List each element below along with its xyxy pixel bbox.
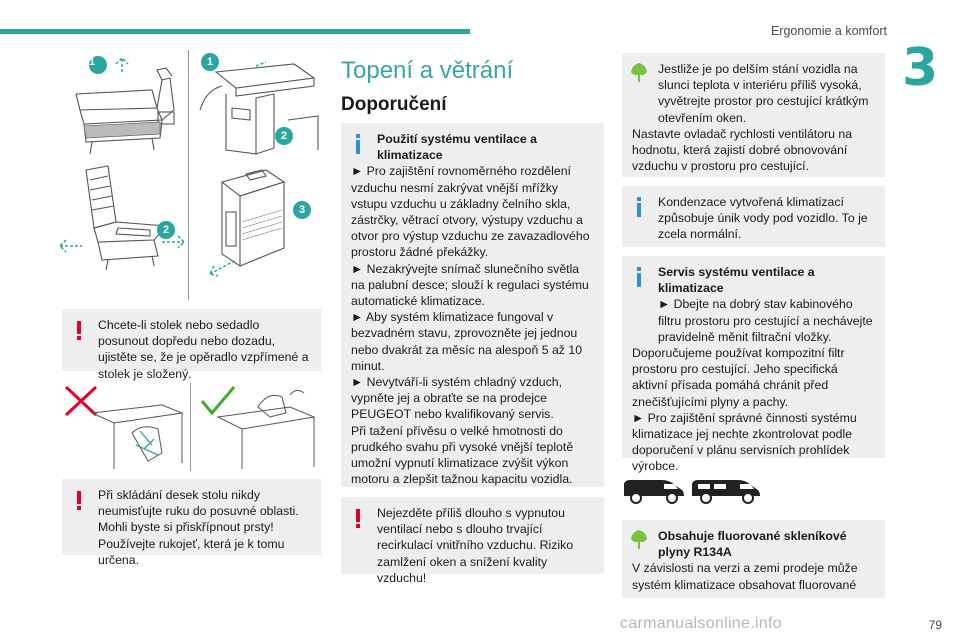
eco-text-refrigerant: V závislosti na verzi a zemi prodeje může systém klimatizace obsahovat fluorované [632,561,858,592]
warning-box-seat-table [62,309,321,381]
figure-label-1a: 1 [89,56,96,68]
figure-hand-correct [198,383,322,471]
info-box-ventilation-use [341,123,604,487]
warning-text-seat-table: Chcete-li stolek nebo sedadlo posunout dopředu nebo dozadu, ujistěte se, že je opěradlo vzpřímené a stolek je složený. [98,318,309,381]
figure-hand-wrong [62,383,186,471]
subsection-title: Doporučení [341,94,447,115]
figure-label-2b: 2 [163,224,170,236]
eco-title-refrigerant: Obsahuje fluorované skleníkové plyny R134A [658,529,847,560]
info-line: Doporučujeme používat kompozitní filtr prostoru pro cestující. Jeho specifická aktivní přísada pomáhá chránit před znečišťujícími plyny a pachy. [632,346,845,409]
info-text-condensation: Kondenzace vytvořená klimatizací způsobuje únik vody pod vozidlo. To je zcela normální. [658,195,868,242]
eco-leaf-icon [628,61,650,83]
warning-box-table-fingers [62,479,321,567]
warning-exclamation-icon [347,507,369,529]
van-long-icon [690,476,762,504]
warning-exclamation-icon [68,489,90,511]
eco-text-fan: Nastavte ovladač rychlosti ventilátoru na hodnotu, která zajistí dobré obnovování vzduchu v prostoru pro cestující. [632,126,853,174]
warning-text-table-fingers: Při skládání desek stolu nikdy neumisťujte ruku do posuvné oblasti. Mohli byste si přiskřípnout prsty! Používejte rukojeť, která je k tomu určena. [98,488,299,567]
figure-divider [188,50,189,300]
figure-label-3: 3 [299,204,306,216]
eco-leaf-icon [628,528,650,550]
info-line: Při tažení přívěsu o velké hmotnosti do prudkého svahu při vysoké vnější teplotě umožní vypnutí klimatizace zvýšit výkon motoru a zlepšit tažnou kapacitu vozidla. [351,423,574,487]
page-header-title: Ergonomie a komfort [770,24,887,38]
info-line: ► Nevytváří-li systém chladný vzduch, vypněte jej a obraťte se na prodejce PEUGEOT nebo kvalifikovaný servis. [351,375,563,422]
info-line: ► Dbejte na dobrý stav kabinového filtru prostoru pro cestující a nechávejte pravidelně měnit filtrační vložky. [658,297,873,344]
section-title: Topení a větrání [341,57,514,84]
chapter-number: 3 [902,38,939,98]
info-icon [347,133,369,155]
figure-label-1b: 1 [207,56,214,68]
info-box-condensation [622,186,885,247]
info-line: ► Pro zajištění správné činnosti systému klimatizace jej nechte zkontrolovat podle doporučení v plánu servisních prohlídek výrobce. [632,410,857,474]
eco-box-ventilate [622,53,885,177]
info-title-ventilation: Použití systému ventilace a klimatizace [377,132,537,163]
warning-exclamation-icon [68,319,90,341]
figure-label-2a: 2 [281,130,288,142]
figure-seat-slide [58,162,188,282]
page-number: 79 [928,618,942,632]
info-line: ► Pro zajištění rovnoměrného rozdělení vzduchu nesmí zakrývat vnější mřížky vstupu vzduchu u základny čelního skla, zástrčky, větrací otvory, výstupy vzduchu a otvor pro výstup vzduchu ze zavazadlového prostoru žádné překážky. [351,164,590,260]
watermark: carmanualsonline.info [620,615,782,632]
info-title-servicing: Servis systému ventilace a klimatizace [658,265,815,296]
info-icon [628,196,650,218]
info-line: ► Aby systém klimatizace fungoval v bezvadném stavu, zprovozněte jej jednou nebo dvakrát za měsíc na alespoň 5 až 10 minut. [351,310,583,373]
eco-text-ventilate: Jestliže je po delším stání vozidla na slunci teplota v interiéru příliš vysoká, vyvětrejte prostor pro cestující krátkým otevřením oken. [658,62,869,125]
info-box-servicing [622,256,885,474]
info-icon [628,266,650,288]
warning-box-recirculation [341,497,604,585]
info-line: ► Nezakrývejte snímač slunečního světla na palubní desce; slouží k regulaci systému automatické klimatizace. [351,261,589,309]
warning-text-recirculation: Nejezděte příliš dlouho s vypnutou ventilací nebo s dlouho trvající recirkulací vnitřního vzduchu. Riziko zamlžení oken a snížení kvality vzduchu! [377,506,574,585]
figure-seat-armrest [62,50,182,160]
figure-table-unfolding [196,50,322,160]
figure-console-slide [196,162,322,292]
figure-divider-2 [190,383,191,471]
eco-box-refrigerant [622,520,885,598]
header-accent-bar [0,29,470,34]
van-short-icon [622,476,686,504]
